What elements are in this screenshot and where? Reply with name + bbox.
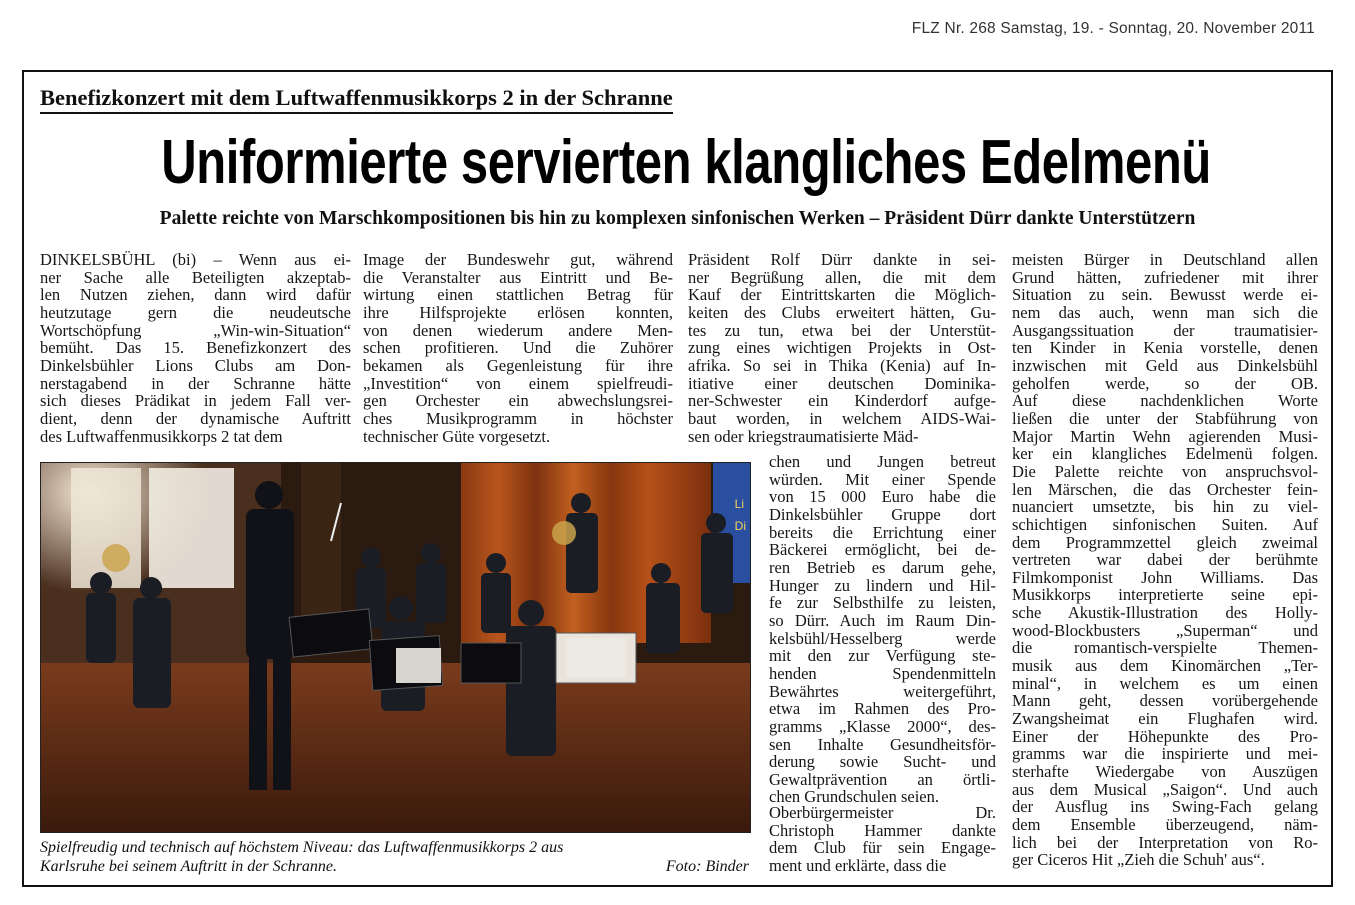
text-line: gen Orchester ein abwechslungsrei- xyxy=(363,391,673,411)
text-line: Musikkorps interpretierte seine epi- xyxy=(1012,585,1318,605)
text-line: vertreten war dabei der berühmte xyxy=(1012,550,1318,570)
text-line: Mann geht, dessen vorübergehende xyxy=(1012,691,1318,711)
text-line: Filmkomponist John Williams. Das xyxy=(1012,567,1318,587)
text-line: tes zu tun, etwa bei der Unterstüt- xyxy=(688,320,996,340)
text-line: dem Ensemble überzeugend, näm- xyxy=(1012,815,1318,834)
text-line: meisten Bürger in Deutschland allen xyxy=(1012,250,1318,269)
article-column-3-top xyxy=(688,251,996,445)
photo-caption xyxy=(40,838,749,876)
text-line: Hunger zu lindern und Hil- xyxy=(769,575,996,595)
text-line: Situation zu sein. Bewusst werde ei- xyxy=(1012,285,1318,305)
article-subhead: Palette reichte von Marschkompositionen bis hin zu komplexen sinfonischen Werken – Präsident Dürr dankte Unterstützern xyxy=(159,208,1196,229)
caption-line-2: Karlsruhe bei seinem Auftritt in der Schranne. xyxy=(40,858,338,875)
text-line: len Nutzen ziehen, dann wird dafür xyxy=(40,285,351,305)
text-line: Gewaltprävention an örtli- xyxy=(769,769,996,789)
text-line: itiative einer deutschen Dominika- xyxy=(688,373,996,393)
article-column-4 xyxy=(1012,251,1318,869)
article-column-3-narrow xyxy=(769,453,996,806)
concert-photo-illustration xyxy=(41,463,750,832)
text-line: baut worden, in welchem AIDS-Wai- xyxy=(688,408,996,428)
text-line: etwa im Rahmen des Pro- xyxy=(769,699,996,719)
text-line: sche Akustik-Illustration des Holly- xyxy=(1012,603,1318,623)
article-column-1 xyxy=(40,251,351,445)
banner-text: Li Di xyxy=(734,497,746,533)
text-line: Dinkelsbühler Gruppe dort xyxy=(769,504,996,524)
text-line: ger Ciceros Hit „Zieh die Schuh' aus“. xyxy=(1012,850,1265,870)
text-line: aus dem Musical „Saigon“. Und auch xyxy=(1012,779,1318,799)
text-line: mit den zur Verfügung ste- xyxy=(769,646,996,666)
text-line: Ausgangssituation der traumatisier- xyxy=(1012,320,1318,340)
text-line: Image der Bundeswehr gut, während xyxy=(363,250,673,269)
text-line: von 15 000 Euro habe die xyxy=(769,487,996,507)
text-line: nem das auch, wenn man sich die xyxy=(1012,302,1318,322)
text-line: minal“, in welchem es um einen xyxy=(1012,673,1318,693)
text-line: ihre Hilfsprojekte erlösen konnten, xyxy=(363,302,673,322)
text-line: geholfen werde, so der OB. xyxy=(1012,373,1318,393)
photo-credit: Foto: Binder xyxy=(665,858,749,875)
caption-line-1: Spielfreudig und technisch auf höchstem Niveau: das Luftwaffenmusikkorps 2 aus xyxy=(40,839,564,856)
text-line: fe zur Selbsthilfe zu leisten, xyxy=(769,593,996,613)
article-kicker: Benefizkonzert mit dem Luftwaffenmusikkorps 2 in der Schranne xyxy=(40,84,673,114)
text-line: henden Spendenmitteln xyxy=(769,663,996,683)
text-line: ren Betrieb es darum gehe, xyxy=(769,557,996,577)
text-line: afrika. So sei in Thika (Kenia) auf In- xyxy=(688,355,996,375)
text-line: Major Martin Wehn agierenden Musi- xyxy=(1012,426,1318,446)
text-line: nerstagabend in der Schranne hätte xyxy=(40,373,351,393)
text-line: des Luftwaffenmusikkorps 2 tat dem xyxy=(40,426,283,446)
text-line: die Veranstalter aus Eintritt und Be- xyxy=(363,267,673,287)
text-line: „Investition“ von einem spielfreudi- xyxy=(363,373,673,393)
text-line: Dinkelsbühler Lions Clubs am Don- xyxy=(40,355,351,375)
text-line: dient, denn der dynamische Auftritt xyxy=(40,408,351,428)
article-frame xyxy=(22,70,1333,887)
text-line: Grund hätten, zufriedener mit ihrer xyxy=(1012,267,1318,287)
text-line: technischer Güte vorgesetzt. xyxy=(363,426,551,446)
text-line: sterhafte Wiedergabe von Auszügen xyxy=(1012,762,1318,782)
text-line: ker ein klangliches Edelmenü folgen. xyxy=(1012,444,1318,464)
text-line: chen und Jungen betreut xyxy=(769,452,996,471)
text-line: die romantisch-verspielte Themen- xyxy=(1012,638,1318,658)
text-line: bemüht. Das 15. Benefizkonzert des xyxy=(40,338,351,358)
article-column-3-bottom xyxy=(769,804,996,875)
article-headline: Uniformierte servierten klangliches Edelmenü xyxy=(161,128,1211,197)
text-line: nuanciert umsetzte, bis hin zu viel- xyxy=(1012,497,1318,517)
text-line: sen Inhalte Gesundheitsför- xyxy=(769,734,996,754)
text-line: sich dieses Prädikat in jedem Fall ver- xyxy=(40,391,351,411)
text-line: Zwangsheimat ein Flughafen wird. xyxy=(1012,709,1318,729)
text-line: ment und erklärte, dass die xyxy=(769,855,947,875)
text-line: Auf diese nachdenklichen Worte xyxy=(1012,391,1318,411)
text-line: Präsident Rolf Dürr dankte in sei- xyxy=(688,250,996,269)
text-line: ner Sache alle Beteiligten akzeptab- xyxy=(40,267,351,287)
text-line: ten Kinder in Kenia vorstelle, denen xyxy=(1012,338,1318,358)
text-line: schichtigen sinfonischen Suiten. Auf xyxy=(1012,514,1318,534)
text-line: Wortschöpfung „Win-win-Situation“ xyxy=(40,320,351,340)
text-line: zung eines wichtigen Projekts in Ost- xyxy=(688,338,996,358)
text-line: dem Programmzettel gleich zweimal xyxy=(1012,532,1318,552)
text-line: Bewährtes weitergeführt, xyxy=(769,681,996,701)
text-line: gramms war die inspirierte und mei- xyxy=(1012,744,1318,764)
concert-photo xyxy=(40,462,751,833)
text-line: ches Musikprogramm in höchster xyxy=(363,408,673,428)
text-line: keiten des Clubs erweitert hätten, Gu- xyxy=(688,302,996,322)
text-line: ließen die unter der Stabführung von xyxy=(1012,408,1318,428)
text-line: würden. Mit einer Spende xyxy=(769,469,996,489)
text-line: gramms „Klasse 2000“, des- xyxy=(769,716,996,736)
text-line: Die Palette reichte von anspruchsvol- xyxy=(1012,461,1318,481)
text-line: bereits die Errichtung einer xyxy=(769,522,996,542)
text-line: schen profitieren. Und die Zuhörer xyxy=(363,338,673,358)
article-column-2 xyxy=(363,251,673,445)
text-line: Kauf der Eintrittskarten die Möglich- xyxy=(688,285,996,305)
text-line: der Ausflug ins Swing-Fach gelang xyxy=(1012,797,1318,817)
text-line: heutzutage gern die neudeutsche xyxy=(40,302,351,322)
text-line: wirtung einen stattlichen Betrag für xyxy=(363,285,673,305)
text-line: inzwischen mit Geld aus Dinkelsbühl xyxy=(1012,355,1318,375)
text-line: derung sowie Sucht- und xyxy=(769,752,996,772)
text-line: Bäckerei ermöglicht, bei de- xyxy=(769,540,996,560)
text-line: ner Begrüßung allen, die mit dem xyxy=(688,267,996,287)
text-line: ner-Schwester ein Kinderdorf aufge- xyxy=(688,391,996,411)
text-line: Christoph Hammer dankte xyxy=(769,820,996,840)
text-line: chen Grundschulen seien. xyxy=(769,787,939,807)
text-line: sen oder kriegstraumatisierte Mäd- xyxy=(688,426,919,446)
text-line: kelsbühl/Hesselberg werde xyxy=(769,628,996,648)
text-line: Oberbürgermeister Dr. xyxy=(769,803,996,822)
text-line: von denen wiederum andere Men- xyxy=(363,320,673,340)
text-line: DINKELSBÜHL (bi) – Wenn aus ei- xyxy=(40,250,351,269)
text-line: wood-Blockbusters „Superman“ und xyxy=(1012,620,1318,640)
text-line: bekamen als Gegenleistung für ihre xyxy=(363,355,673,375)
text-line: len Märschen, die das Orchester fein- xyxy=(1012,479,1318,499)
text-line: lich bei der Interpretation von Ro- xyxy=(1012,832,1318,852)
newspaper-masthead: FLZ Nr. 268 Samstag, 19. - Sonntag, 20. November 2011 xyxy=(911,20,1315,37)
text-line: so Dürr. Auch im Raum Din- xyxy=(769,610,996,630)
text-line: Einer der Höhepunkte des Pro- xyxy=(1012,726,1318,746)
text-line: dem Club für sein Engage- xyxy=(769,838,996,858)
text-line: musik aus dem Kinomärchen „Ter- xyxy=(1012,656,1318,676)
